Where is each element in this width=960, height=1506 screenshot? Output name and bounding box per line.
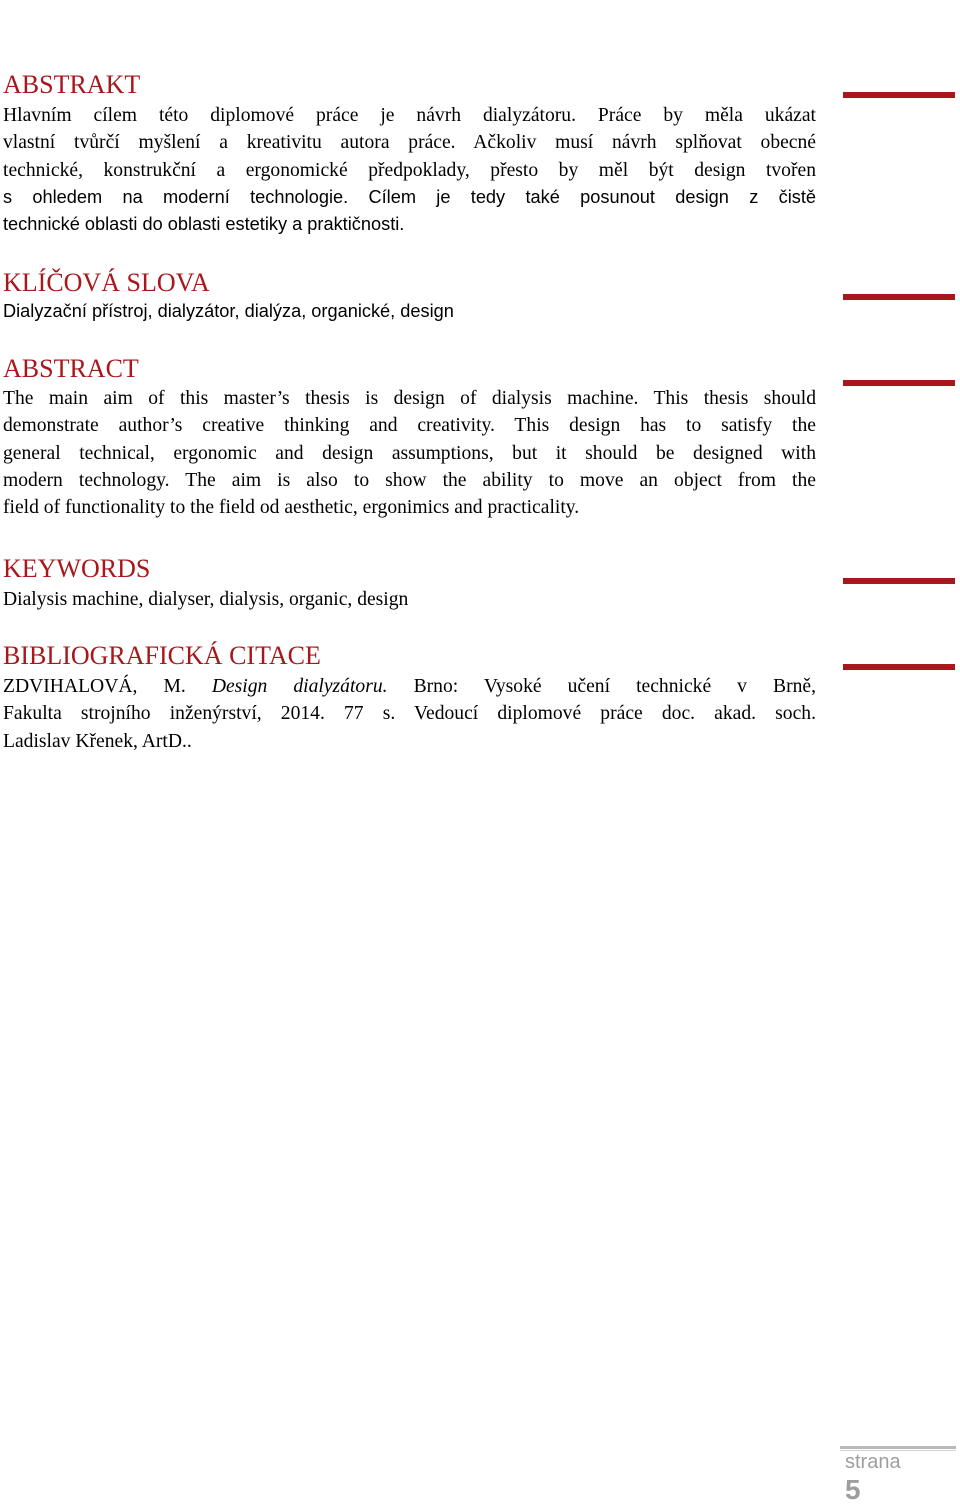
abstrakt-line	[3, 184, 816, 211]
keywords-heading: KEYWORDS	[3, 554, 151, 583]
decorative-red-bar	[843, 294, 955, 300]
page-number: 5	[845, 1474, 861, 1505]
abstract-line: demonstrate author’s creative thinking and creativity. This design has to satisfy the	[3, 415, 816, 437]
abstrakt-line: Hlavním cílem této diplomové práce je návrh dialyzátoru. Práce by měla ukázat	[3, 105, 816, 126]
abstrakt-line-part: s ohledem na moderní technologie.	[3, 186, 349, 207]
abstract-line: general technical, ergonomic and design assumptions, but it should be designed with	[3, 442, 816, 464]
citation-paragraph	[3, 673, 816, 755]
citation-publisher: Brno: Vysoké učení technické v Brně,	[413, 676, 816, 697]
citation-heading: BIBLIOGRAFICKÁ CITACE	[3, 641, 321, 670]
abstrakt-paragraph	[3, 102, 816, 238]
abstrakt-line-part: Cílem je tedy také posunout design z čistě	[368, 186, 817, 207]
abstract-line: modern technology. The aim is also to show the ability to move an object from the	[3, 469, 816, 491]
citation-line: Ladislav Křenek, ArtD..	[3, 730, 192, 752]
citation-line	[3, 673, 816, 700]
abstrakt-line: technické oblasti do oblasti estetiky a praktičnosti.	[3, 214, 405, 235]
klicova-slova-heading: KLÍČOVÁ SLOVA	[3, 268, 210, 297]
klicova-slova-text: Dialyzační přístroj, dialyzátor, dialýza, organické, design	[3, 301, 454, 321]
decorative-red-bar	[843, 92, 955, 98]
decorative-red-bar	[843, 380, 955, 386]
abstract-heading: ABSTRACT	[3, 354, 139, 383]
citation-author: ZDVIHALOVÁ, M.	[3, 676, 186, 697]
abstrakt-line: technické, konstrukční a ergonomické předpoklady, přesto by měl být design tvořen	[3, 159, 816, 181]
abstrakt-heading: ABSTRAKT	[3, 70, 141, 99]
abstrakt-line: vlastní tvůrčí myšlení a kreativitu autora práce. Ačkoliv musí návrh splňovat obecné	[3, 132, 816, 154]
abstract-paragraph	[3, 385, 816, 521]
abstract-line: field of functionality to the field od aesthetic, ergonimics and practicality.	[3, 497, 580, 519]
abstract-line: The main aim of this master’s thesis is design of dialysis machine. This thesis should	[3, 388, 816, 409]
decorative-red-bar	[843, 578, 955, 584]
citation-line: Fakulta strojního inženýrství, 2014. 77 s. Vedoucí diplomové práce doc. akad. soch.	[3, 703, 816, 725]
decorative-red-bar	[843, 664, 955, 670]
citation-title: Design dialyzátoru.	[211, 676, 388, 697]
keywords-text: Dialysis machine, dialyser, dialysis, organic, design	[3, 589, 409, 610]
page-label: strana	[845, 1451, 901, 1473]
